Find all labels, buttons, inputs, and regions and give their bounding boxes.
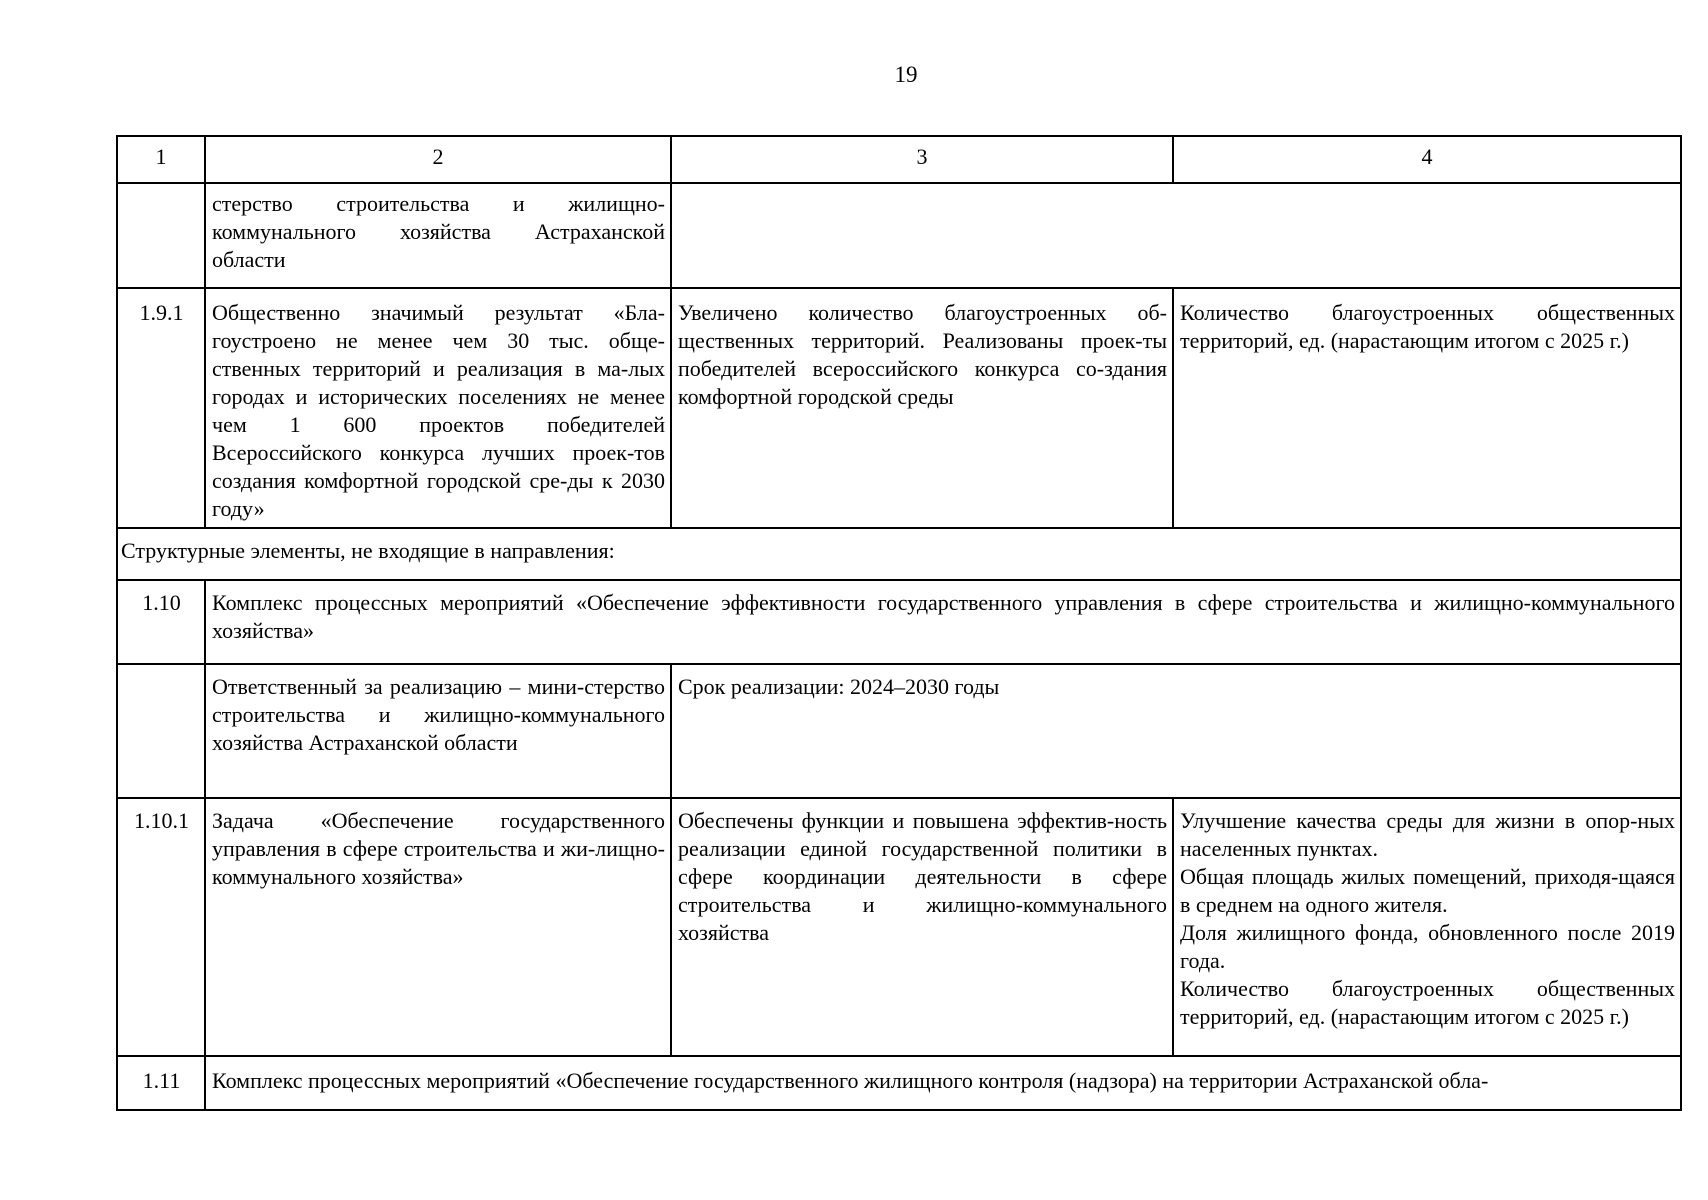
table-row xyxy=(117,1056,1681,1110)
section-heading: Структурные элементы, не входящие в направления: xyxy=(117,528,1681,580)
responsible-cell: стерство строительства и жилищно-коммунального хозяйства Астраханской области xyxy=(205,183,671,288)
table-row xyxy=(117,664,1681,798)
result-cell: Общественно значимый результат «Бла-гоустроено не менее чем 30 тыс. обще-ственных территорий и реализация в ма-лых городах и исторических поселениях не менее чем 1 600 проектов победителей Всероссийского конкурса лучших проек-тов создания комфортной городской сре-ды к 2030 году» xyxy=(205,288,671,528)
header-cell-2: 2 xyxy=(205,136,671,183)
row-number xyxy=(117,664,205,798)
effect-cell: Увеличено количество благоустроенных об-щественных территорий. Реализованы проек-ты победителей всероссийского конкурса со-здания комфортной городской среды xyxy=(671,288,1173,528)
table-header-row xyxy=(117,136,1681,183)
page-number: 19 xyxy=(894,62,918,87)
indicator-line: Улучшение качества среды для жизни в опор-ных населенных пунктах. xyxy=(1180,808,1675,861)
merged-cell xyxy=(671,183,1681,288)
header-cell-4: 4 xyxy=(1173,136,1681,183)
header-cell-3: 3 xyxy=(671,136,1173,183)
row-number: 1.10.1 xyxy=(117,798,205,1056)
row-number xyxy=(117,183,205,288)
table-section-row xyxy=(117,528,1681,580)
table-row xyxy=(117,580,1681,664)
responsible-cell: Ответственный за реализацию – мини-стерство строительства и жилищно-коммунального хозяйства Астраханской области xyxy=(205,664,671,798)
row-number: 1.11 xyxy=(117,1056,205,1110)
indicator-line: Общая площадь жилых помещений, приходя-щаяся в среднем на одного жителя. xyxy=(1180,864,1675,917)
row-number: 1.10 xyxy=(117,580,205,664)
effect-cell: Обеспечены функции и повышена эффектив-ность реализации единой государственной политики в сфере координации деятельности в сфере строительства и жилищно-коммунального хозяйства xyxy=(671,798,1173,1056)
indicator-line: Количество благоустроенных общественных территорий, ед. (нарастающим итогом с 2025 г.) xyxy=(1180,976,1675,1029)
table-row xyxy=(117,288,1681,528)
task-cell: Задача «Обеспечение государственного управления в сфере строительства и жи-лищно-коммунального хозяйства» xyxy=(205,798,671,1056)
period-cell: Срок реализации: 2024–2030 годы xyxy=(671,664,1681,798)
row-number: 1.9.1 xyxy=(117,288,205,528)
indicator-cell: Количество благоустроенных общественных территорий, ед. (нарастающим итогом с 2025 г.) xyxy=(1173,288,1681,528)
complex-title-cell: Комплекс процессных мероприятий «Обеспечение эффективности государственного управления в сфере строительства и жилищно-коммунального хозяйства» xyxy=(205,580,1681,664)
header-cell-1: 1 xyxy=(117,136,205,183)
complex-title-cell: Комплекс процессных мероприятий «Обеспечение государственного жилищного контроля (надзора) на территории Астраханской обла- xyxy=(205,1056,1681,1110)
program-table xyxy=(116,135,1682,1111)
table-row xyxy=(117,798,1681,1056)
table-row xyxy=(117,183,1681,288)
indicator-list-cell xyxy=(1173,798,1681,1056)
indicator-line: Доля жилищного фонда, обновленного после 2019 года. xyxy=(1180,920,1675,973)
